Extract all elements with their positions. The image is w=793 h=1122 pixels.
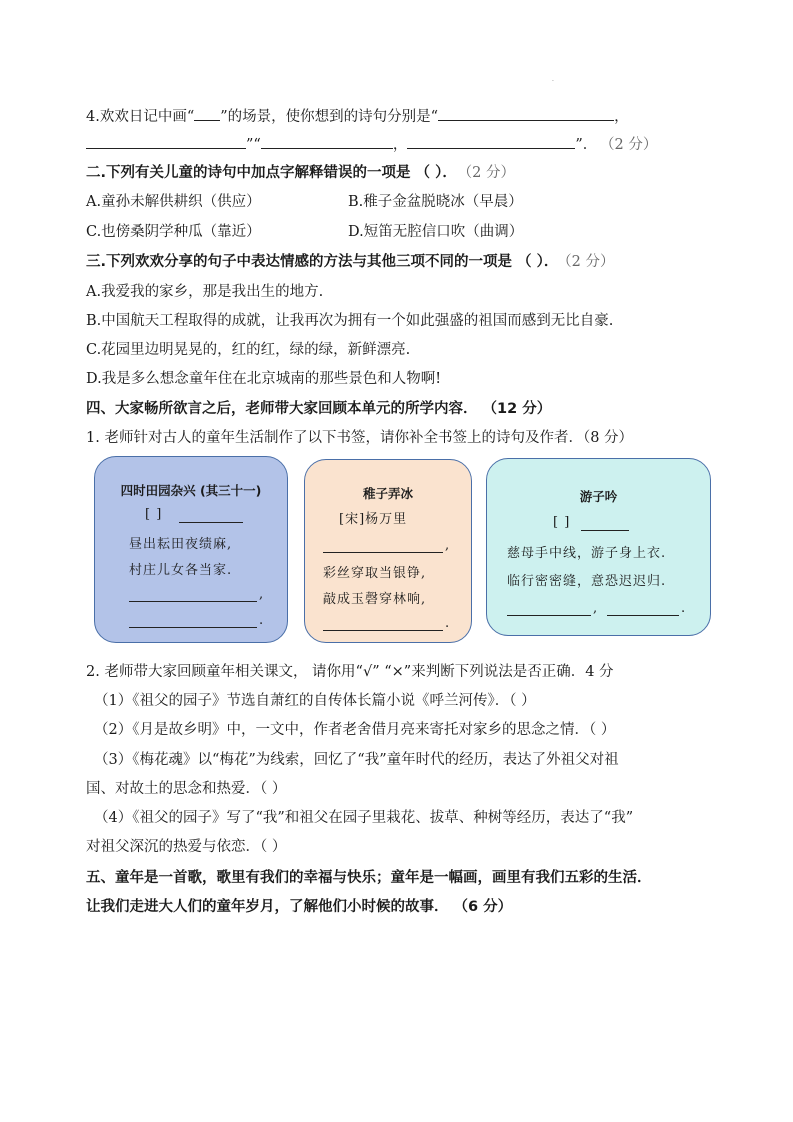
card-title: 四时田园杂兴 (其三十一) [120, 483, 262, 498]
judgement-item-2[interactable]: （2）《月是故乡明》中，一文中，作者老舍借月亮来寄托对家乡的思念之情．（ ） [94, 722, 616, 738]
answer-blank[interactable] [438, 106, 614, 121]
section-2-title: 二.下列有关儿童的诗句中加点字解释错误的一项是 （ ）． （2 分） [86, 165, 515, 181]
answer-blank[interactable] [261, 134, 393, 149]
judgement-item-1[interactable]: （1）《祖父的园子》节选自萧红的自传体长篇小说《呼兰河传》．（ ） [94, 693, 536, 709]
section-4-title: 四、大家畅所欲言之后，老师带大家回顾本单元的所学内容． （12 分） [86, 401, 552, 417]
option-a[interactable]: A.我爱我的家乡，那是我出生的地方. [86, 284, 324, 300]
option-c[interactable]: C.花园里边明晃晃的，红的红，绿的绿，新鲜漂亮. [86, 342, 411, 358]
poem-line: 村庄儿女各当家. [129, 563, 233, 578]
judgement-item-4[interactable]: （4）《祖父的园子》写了“我”和祖父在园子里栽花、拔草、种树等经历，表达了“我” [94, 810, 634, 826]
section-3-title: 三.下列欢欢分享的句子中表达情感的方法与其他三项不同的一项是 （ ）． （2 分） [86, 254, 615, 270]
author-blank[interactable] [581, 530, 629, 531]
poem-line: 昼出耘田夜绩麻, [129, 537, 233, 552]
option-d[interactable]: D.我是多么想念童年住在北京城南的那些景色和人物啊! [86, 371, 442, 387]
bookmark-card-1: 四时田园杂兴 (其三十一) [ ] 昼出耘田夜绩麻, 村庄儿女各当家. , . [94, 456, 288, 643]
answer-blank[interactable] [194, 106, 220, 121]
section-5-title: 五、童年是一首歌，歌里有我们的幸福与快乐；童年是一幅画，画里有我们五彩的生活． [86, 870, 652, 886]
poem-line: 慈母手中线，游子身上衣. [507, 546, 667, 561]
q4-line-1: 4.欢欢日记中画“ ”的场景，使你想到的诗句分别是“ ， [86, 106, 629, 127]
author-bracket: [ ] [145, 507, 163, 522]
option-b[interactable]: B.稚子金盆脱晓冰（早晨） [348, 194, 523, 210]
judgement-item-3-cont[interactable]: 国、对故土的思念和热爱．（ ） [86, 781, 287, 797]
poem-blank[interactable] [607, 615, 679, 616]
author-blank[interactable] [179, 522, 243, 523]
poem-blank[interactable] [129, 601, 257, 602]
judgement-item-3[interactable]: （3）《梅花魂》以“梅花”为线索，回忆了“我”童年时代的经历，表达了外祖父对祖 [94, 752, 619, 768]
author: [宋]杨万里 [339, 512, 408, 527]
q4-line-2: ”“ ， ”． （2 分） [86, 134, 657, 155]
q1-prompt: 1. 老师针对古人的童年生活制作了以下书签，请你补全书签上的诗句及作者．（8 分） [86, 430, 634, 446]
poem-blank[interactable] [323, 630, 443, 631]
poem-blank[interactable] [507, 615, 591, 616]
poem-blank[interactable] [129, 627, 257, 628]
card-title: 游子吟 [579, 489, 618, 504]
page-mark: · [552, 78, 554, 85]
option-b[interactable]: B.中国航天工程取得的成就，让我再次为拥有一个如此强盛的祖国而感到无比自豪. [86, 313, 614, 329]
option-c[interactable]: C.也傍桑阴学种瓜（靠近） [86, 224, 261, 240]
poem-line: 敲成玉磬穿林响, [323, 592, 427, 607]
author-bracket: [ ] [553, 515, 571, 530]
section-5-title-cont: 让我们走进大人们的童年岁月，了解他们小时候的故事． （6 分） [86, 899, 513, 915]
answer-blank[interactable] [407, 134, 575, 149]
bookmark-card-2: 稚子弄冰 [宋]杨万里 , 彩丝穿取当银铮, 敲成玉磬穿林响, . [304, 459, 472, 643]
poem-line: 彩丝穿取当银铮, [323, 566, 427, 581]
bookmark-card-3: 游子吟 [ ] 慈母手中线，游子身上衣. 临行密密缝，意恐迟迟归. , . [486, 458, 711, 636]
q2-prompt: 2. 老师带大家回顾童年相关课文， 请你用“√” “×”来判断下列说法是否正确．4 分 [86, 664, 614, 680]
poem-line: 临行密密缝，意恐迟迟归. [507, 574, 667, 589]
option-a[interactable]: A.童孙未解供耕织（供应） [86, 194, 261, 210]
answer-blank[interactable] [86, 134, 246, 149]
option-d[interactable]: D.短笛无腔信口吹（曲调） [348, 224, 524, 240]
poem-blank[interactable] [323, 552, 443, 553]
judgement-item-4-cont[interactable]: 对祖父深沉的热爱与依恋．（ ） [86, 839, 287, 855]
card-title: 稚子弄冰 [362, 486, 413, 501]
